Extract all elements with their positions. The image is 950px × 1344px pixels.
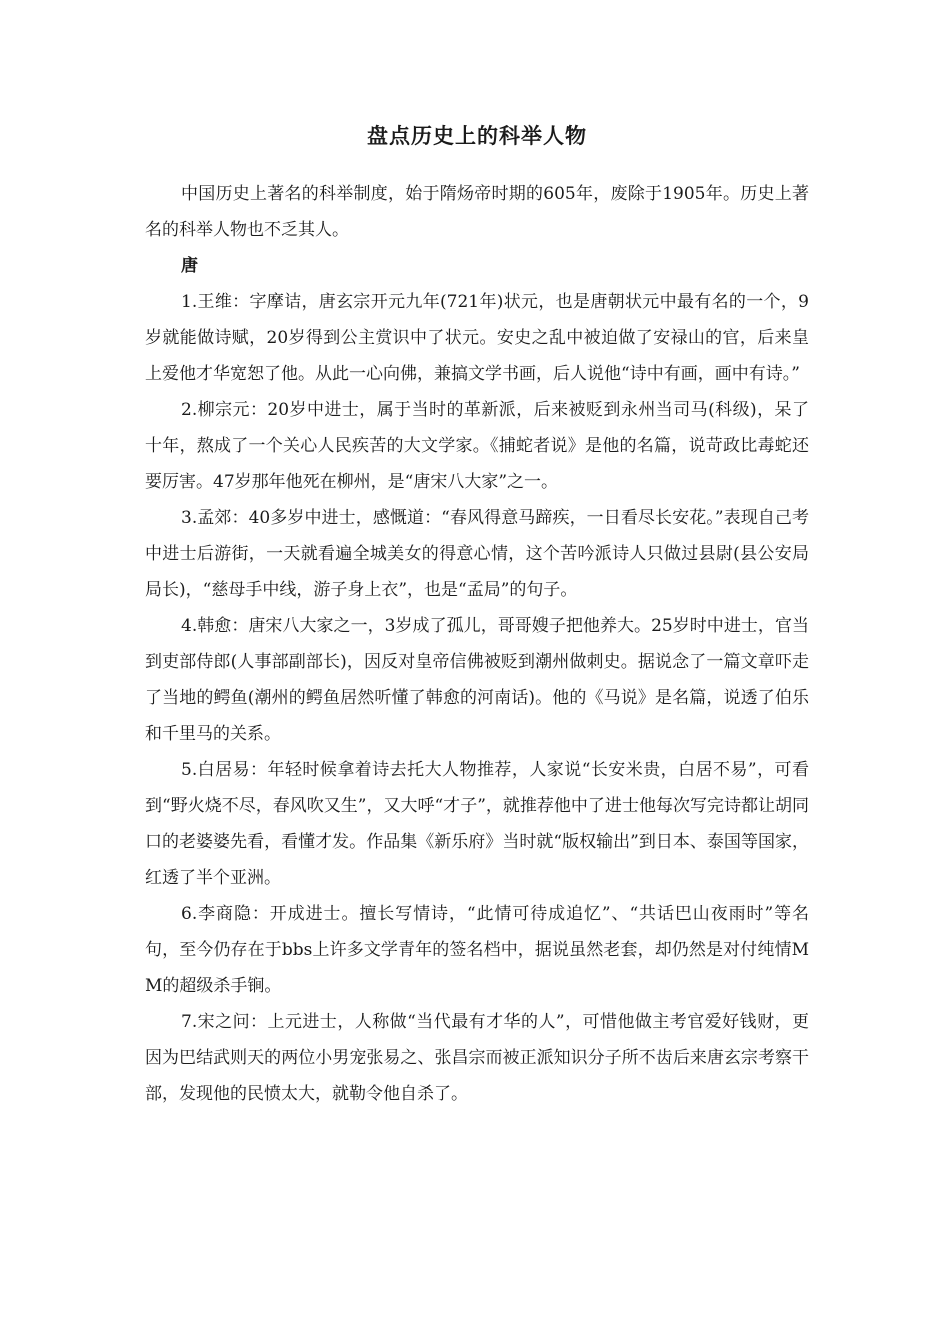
entry-paragraph-li-shangyin: 6.李商隐：开成进士。擅长写情诗，“此情可待成追忆”、“共话巴山夜雨时”等名句，至今仍存在于bbs上许多文学青年的签名档中，据说虽然老套，却仍然是对付纯情MM的超级杀手锏。 — [145, 904, 809, 996]
document-title: 盘点历史上的科举人物 — [367, 123, 587, 148]
entry-paragraph-bai-juyi: 5.白居易：年轻时候拿着诗去托大人物推荐，人家说“长安米贵，白居不易”，可看到“野火烧不尽，春风吹又生”，又大呼“才子”，就推荐他中了进士他每次写完诗都让胡同口的老婆婆先看，看懂才发。作品集《新乐府》当时就“版权输出”到日本、泰国等国家，红透了半个亚洲。 — [145, 760, 809, 888]
intro-paragraph: 中国历史上著名的科举制度，始于隋炀帝时期的605年，废除于1905年。历史上著名的科举人物也不乏其人。 — [145, 184, 809, 240]
entry-paragraph-song-zhiwen: 7.宋之问：上元进士，人称做“当代最有才华的人”，可惜他做主考官爱好钱财，更因为巴结武则天的两位小男宠张易之、张昌宗而被正派知识分子所不齿后来唐玄宗考察干部，发现他的民愤太大，就勒令他自杀了。 — [145, 1012, 809, 1104]
entry-paragraph-meng-jiao: 3.孟郊：40多岁中进士，感慨道：“春风得意马蹄疾，一日看尽长安花。”表现自己考中进士后游街，一天就看遍全城美女的得意心情，这个苦吟派诗人只做过县尉(县公安局局长)，“慈母手中线，游子身上衣”，也是“孟局”的句子。 — [145, 508, 809, 600]
section-heading-tang: 唐 — [181, 256, 198, 276]
entry-paragraph-liu-zongyuan: 2.柳宗元：20岁中进士，属于当时的革新派，后来被贬到永州当司马(科级)，呆了十年，熬成了一个关心人民疾苦的大文学家。《捕蛇者说》是他的名篇，说苛政比毒蛇还要厉害。47岁那年他死在柳州，是“唐宋八大家”之一。 — [145, 400, 809, 492]
entry-paragraph-wang-wei: 1.王维：字摩诘，唐玄宗开元九年(721年)状元，也是唐朝状元中最有名的一个，9岁就能做诗赋，20岁得到公主赏识中了状元。安史之乱中被迫做了安禄山的官，后来皇上爱他才华宽恕了他。从此一心向佛，兼搞文学书画，后人说他“诗中有画，画中有诗。” — [145, 292, 809, 384]
entry-paragraph-han-yu: 4.韩愈：唐宋八大家之一，3岁成了孤儿，哥哥嫂子把他养大。25岁时中进士，官当到吏部侍郎(人事部副部长)，因反对皇帝信佛被贬到潮州做刺史。据说念了一篇文章吓走了当地的鳄鱼(潮州的鳄鱼居然听懂了韩愈的河南话)。他的《马说》是名篇，说透了伯乐和千里马的关系。 — [145, 616, 809, 744]
document-page — [145, 118, 809, 1112]
